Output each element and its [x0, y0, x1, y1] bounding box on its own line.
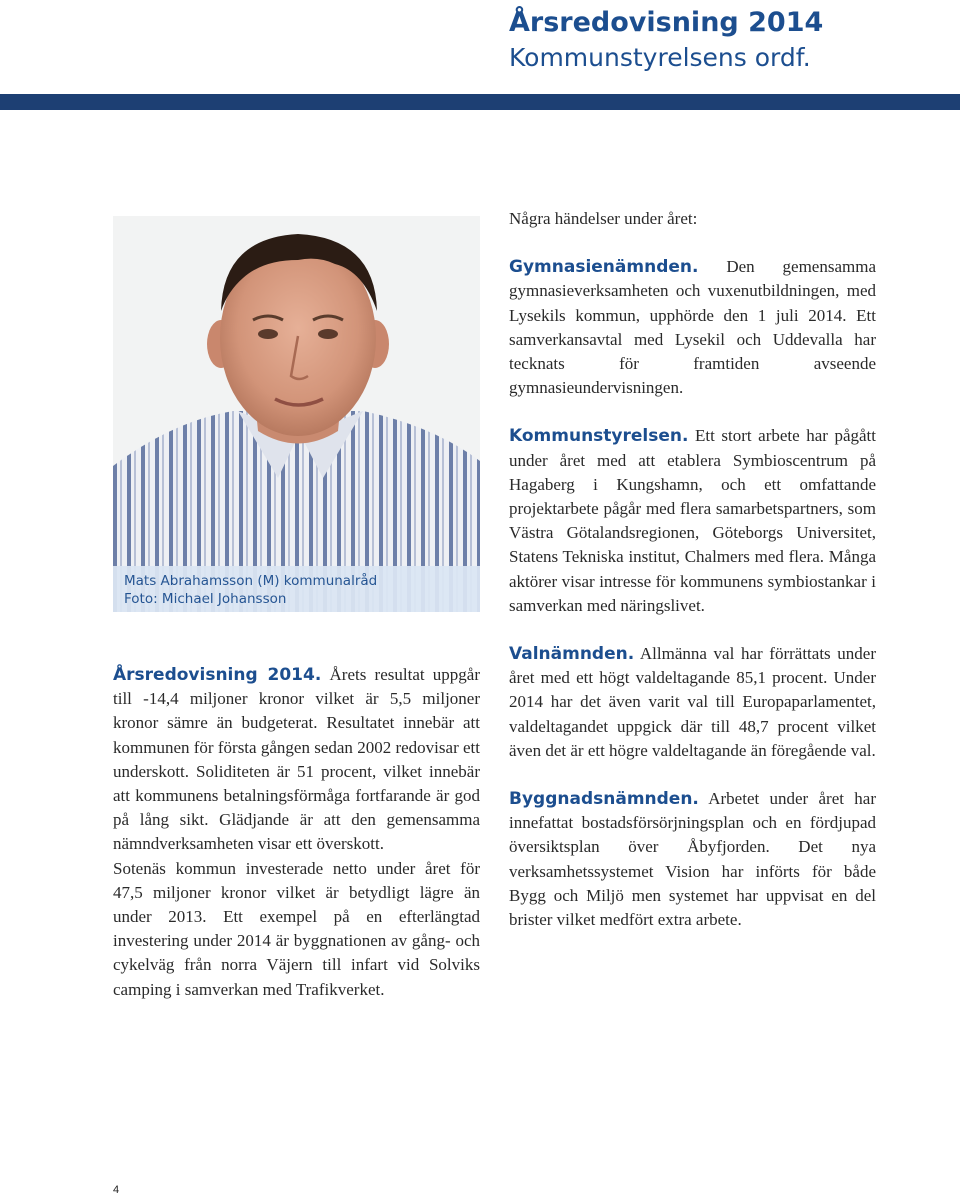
section-text: Allmänna val har förrättats under året med ett högt valdeltagande 85,1 procent. Under 2014 har det även varit val till Europaparlamentet, valdeltagandet uppgick där till 48,7 procent vilket även det är ett högre valdeltagande än föregående val.: [509, 644, 876, 760]
portrait-illustration: [113, 216, 480, 612]
photo-caption: [113, 566, 480, 612]
section-gymnasienamnden: [509, 255, 876, 400]
section-lead: Kommunstyrelsen.: [509, 426, 689, 447]
section-lead: Årsredovisning 2014.: [113, 665, 322, 685]
document-subtitle: Kommunstyrelsens ordf.: [509, 43, 811, 72]
section-kommunstyrelsen: [509, 424, 876, 618]
section-lead: Byggnadsnämnden.: [509, 789, 699, 810]
section-lead: Gymnasienämnden.: [509, 257, 699, 278]
section-text: Arbetet under året har innefattat bostadsförsörjningsplan och en fördjupad översiktsplan över Åbyfjorden. Det nya verksamhetssystemet Vision har införts för både Bygg och Miljö men systemet har uppvisat en del brister vilket medfört extra arbete.: [509, 789, 876, 930]
annual-report-paragraph: [113, 663, 480, 857]
section-valnamnden: [509, 642, 876, 763]
intro-text: Några händelser under året:: [509, 209, 698, 228]
header-bar: [0, 94, 960, 110]
paragraph-text: Årets resultat uppgår till -14,4 miljoner kronor vilket är 5,5 miljoner kronor sämre än budgeterat. Resultatet innebär att kommunen för första gången sedan 2002 redovisar ett underskott. Soliditeten är 51 procent, vilket innebär att kommunens betalningsförmåga fortfarande är god på lång sikt. Glädjande är att den gemensamma nämndverksamheten visar ett överskott.: [113, 665, 480, 854]
right-column: [509, 207, 876, 932]
section-byggnadsnamnden: [509, 787, 876, 932]
section-text: Ett stort arbete har pågått under året med att etablera Symbioscentrum på Hagaberg i Kungshamn, och ett omfattande projektarbete pågår med flera samarbetspartners, som Västra Götalandsregionen, Göteborgs Universitet, Statens Tekniska institut, Chalmers med flera. Många aktörer visar intresse för kommunens symbiostankar i samverkan med näringslivet.: [509, 426, 876, 615]
caption-credit: Foto: Michael Johansson: [124, 591, 287, 607]
portrait-photo: [113, 216, 480, 612]
section-lead: Valnämnden.: [509, 644, 635, 665]
investment-paragraph: Sotenäs kommun investerade netto under året för 47,5 miljoner kronor vilket är betydligt lägre än under 2013. Ett exempel på en efterlängtad investering under 2014 är byggnationen av gång- och cykelväg från norra Väjern till infart vid Solviks camping i samverkan med Trafikverket.: [113, 858, 480, 999]
left-column: [113, 663, 480, 1002]
caption-name: Mats Abrahamsson (M) kommunalråd: [124, 573, 378, 589]
document-title: Årsredovisning 2014: [509, 7, 824, 38]
section-text: Den gemensamma gymnasieverksamheten och vuxenutbildningen, med Lysekils kommun, upphörde den 1 juli 2014. Ett samverkansavtal med Lysekil och Uddevalla har tecknats för framtiden avseende gymnasieundervisningen.: [509, 257, 876, 398]
page-number: 4: [113, 1184, 120, 1196]
